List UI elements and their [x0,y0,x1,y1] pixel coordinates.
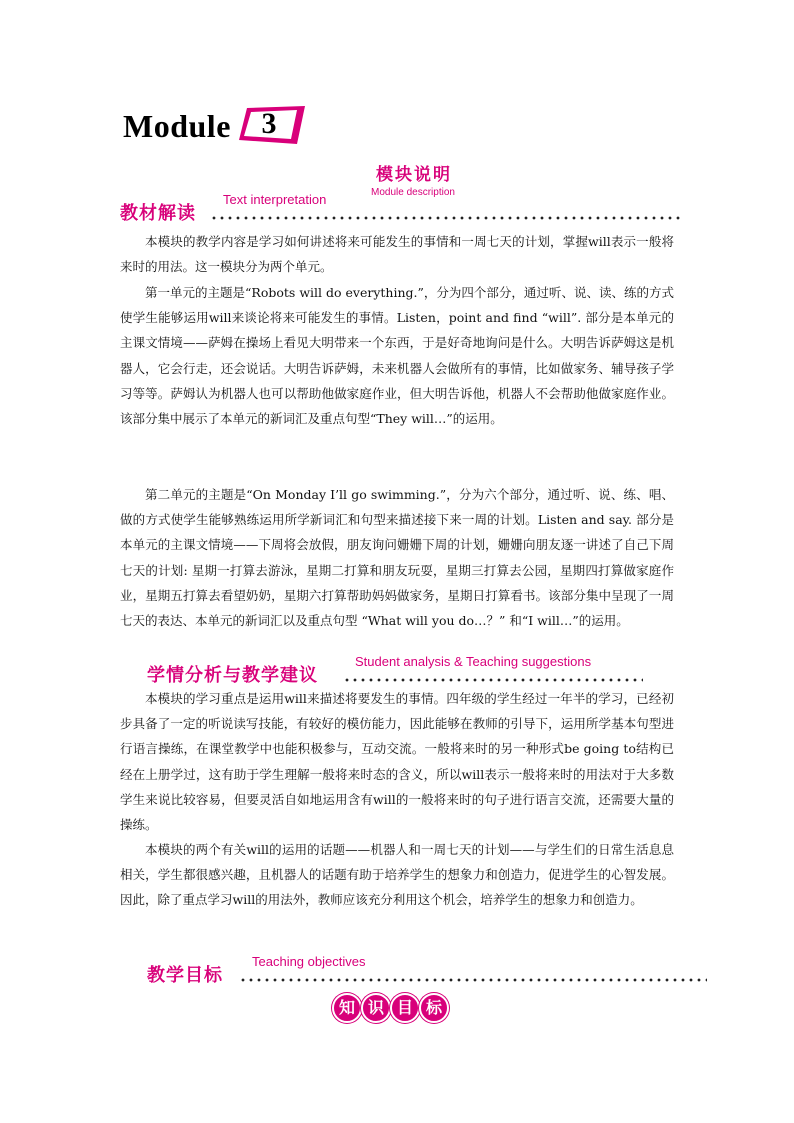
knowledge-objectives-badge [332,993,448,1023]
paragraph: 本模块的两个有关will的运用的话题——机器人和一周七天的计划——与学生们的日常生活息息相关，学生都很感兴趣，且机器人的话题有助于培养学生的想象力和创造力，促进学生的心智发展。因此，除了重点学习will的用法外，教师应该充分利用这个机会，培养学生的想象力和创造力。 [120,842,674,908]
paragraph: 本模块的学习重点是运用will来描述将要发生的事情。四年级的学生经过一年半的学习，已经初步具备了一定的听说读写技能，有较好的模仿能力，因此能够在教师的引导下，运用所学基本句型进行语言操练，在课堂教学中也能积极参与，互动交流。一般将来时的另一种形式be going to结构已经在上册学过，这有助于学生理解一般将来时态的含义，所以will表示一般将来时的用法对于大多数学生来说比较容易，但要灵活自如地运用含有will的一般将来时的句子进行语言交流，还需要大量的操练。 [120,691,674,833]
badge-char: 识 [361,993,391,1023]
paragraph: 本模块的教学内容是学习如何讲述将来可能发生的事情和一周七天的计划，掌握will表示一般将来时的用法。这一模块分为两个单元。 [120,234,674,275]
section-heading-teaching-objectives [147,954,707,987]
section-heading-student-analysis [147,654,707,687]
page-title: 模块说明 [376,165,452,185]
dotted-divider [239,978,707,982]
module-number-badge [239,106,305,144]
paragraph: 第一单元的主题是“Robots will do everything.”，分为四个部分，通过听、说、读、练的方式使学生能够运用will来谈论将来可能发生的事情。Listen，point and find “will”. 部分是本单元的主课文情境——萨姆在操场上看见大明带来一个东西，于是好奇地询问是什么。大明告诉萨姆这是机器人，它会行走，还会说话。大明告诉萨姆，未来机器人会做所有的事情，比如做家务、辅导孩子学习等等。萨姆认为机器人也可以帮助他做家庭作业，但大明告诉他，机器人不会帮助他做家庭作业。该部分集中展示了本单元的新词汇及重点句型“They will…”的运用。 [120,285,674,427]
dotted-divider [210,216,680,220]
section-title-cn: 教学目标 [147,965,223,986]
badge-char: 标 [419,993,449,1023]
section-title-cn: 学情分析与教学建议 [147,665,318,686]
dotted-divider [343,678,643,682]
page-subtitle: Module description [371,187,455,198]
badge-char: 目 [390,993,420,1023]
section-title-cn: 教材解读 [120,203,196,224]
paragraph: 第二单元的主题是“On Monday I’ll go swimming.”，分为六个部分，通过听、说、练、唱、做的方式使学生能够熟练运用所学新词汇和句型来描述接下来一周的计划。Listen and say. 部分是本单元的主课文情境——下周将会放假，朋友询问姗姗下周的计划，姗姗向朋友逐一讲述了自己下周七天的计划: 星期一打算去游泳，星期二打算和朋友玩耍，星期三打算去公园，星期四打算做家庭作业，星期五打算去看望奶奶，星期六打算帮助妈妈做家务，星期日打算看书。该部分集中呈现了一周七天的表达、本单元的新词汇以及重点句型 “What will you do…？” 和“I will…”的运用。 [120,487,674,629]
module-number: 3 [261,107,277,140]
section-title-en: Text interpretation [223,192,327,207]
section-title-en: Student analysis & Teaching suggestions [355,654,592,669]
badge-char: 知 [332,993,362,1023]
section-title-en: Teaching objectives [252,954,366,969]
module-word: Module [123,108,231,144]
